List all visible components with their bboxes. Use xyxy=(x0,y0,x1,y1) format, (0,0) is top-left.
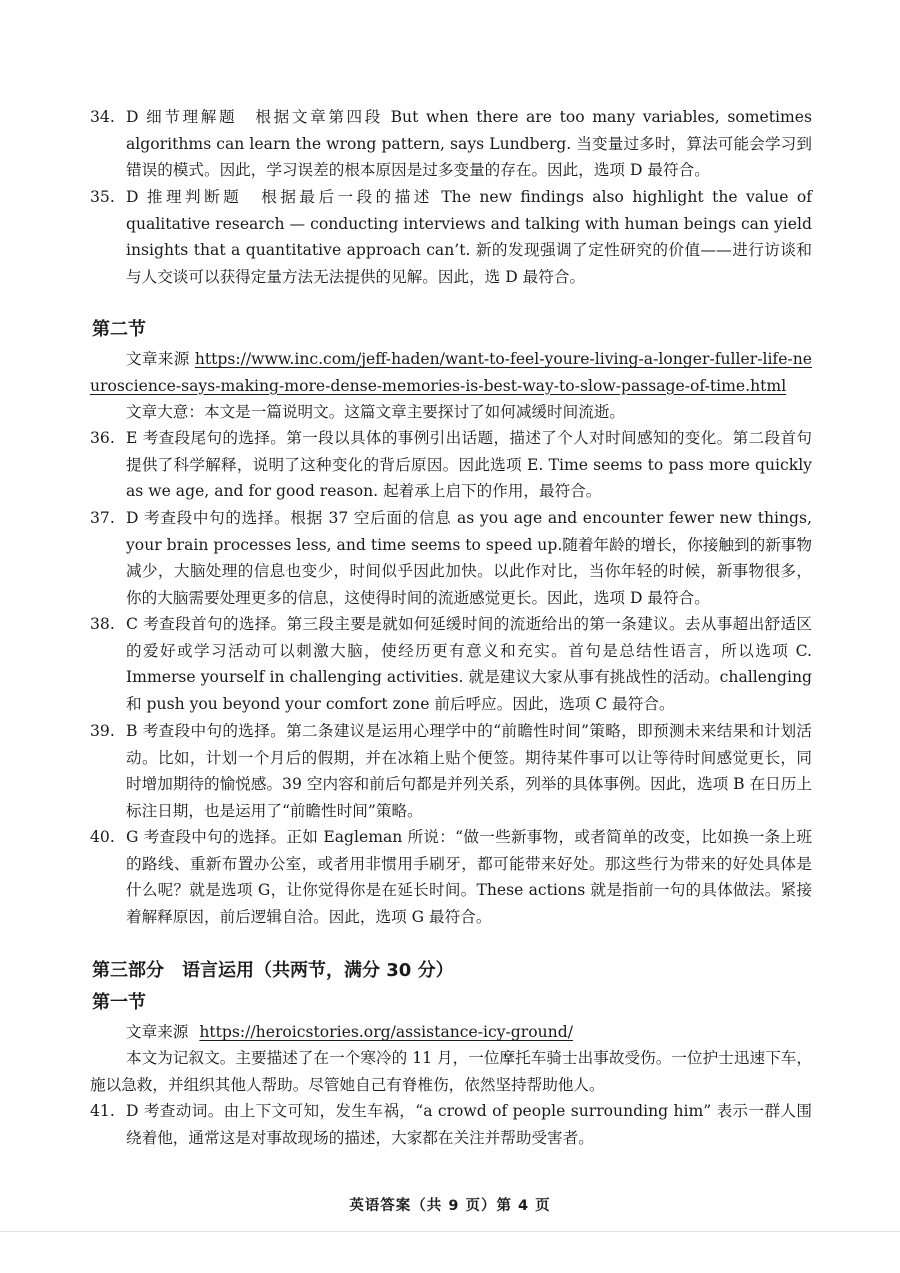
item-text: G 考查段中句的选择。正如 Eagleman 所说：“做一些新事物，或者简单的改变，比如换一条上班的路线、重新布置办公室，或者用非惯用手刷牙，都可能带来好处。那这些行为带来的好处具体是什么呢？就是选项 G，让你觉得你是在延长时间。These actions 就是指前一句的具体做法。紧接着解释原因，前后逻辑自洽。因此，选项 G 最符合。 xyxy=(126,828,812,926)
page-bottom-divider xyxy=(0,1231,900,1232)
item-number: 34. xyxy=(90,108,115,126)
section-heading: 第二节 xyxy=(92,319,146,340)
item-number: 37. xyxy=(90,509,115,527)
item-number: 40. xyxy=(90,828,115,846)
item-text: E 考查段尾句的选择。第一段以具体的事例引出话题，描述了个人对时间感知的变化。第二段首句提供了科学解释，说明了这种变化的背后原因。因此选项 E. Time seems to pass more quickly as we age, and for good reason. 起着承上启下的作用，最符合。 xyxy=(126,429,812,501)
source-link[interactable]: https://www.inc.com/jeff-haden/want-to-feel-youre-living-a-longer-fuller-life-neuroscience-says-making-more-dense-memories-is-best-way-to-slow-passage-of-time.html xyxy=(90,350,812,395)
item-text: D 考查动词。由上下文可知，发生车祸，“a crowd of people surrounding him” 表示一群人围绕着他，通常这是对事故现场的描述，大家都在关注并帮助受害者。 xyxy=(126,1102,812,1147)
item-number: 35. xyxy=(90,188,115,206)
item-number: 41. xyxy=(90,1102,115,1120)
item-text: B 考查段中句的选择。第二条建议是运用心理学中的“前瞻性时间”策略，即预测未来结果和计划活动。比如，计划一个月后的假期，并在冰箱上贴个便签。期待某件事可以让等待时间感觉更长，同时增加期待的愉悦感。39 空内容和前后句都是并列关系，列举的具体事例。因此，选项 B 在日历上标注日期，也是运用了“前瞻性时间”策略。 xyxy=(126,722,812,820)
source-label: 文章来源 xyxy=(126,350,190,368)
item-text: C 考查段首句的选择。第三段主要是就如何延缓时间的流逝给出的第一条建议。去从事超出舒适区的爱好或学习活动可以刺激大脑，使经历更有意义和充实。首句是总结性语言，所以选项 C. Immerse yourself in challenging activities. 就是建议大家从事有挑战性的活动。challenging 和 push you beyond your comfort zone 前后呼应。因此，选项 C 最符合。 xyxy=(126,615,812,713)
section-source xyxy=(90,346,812,399)
source-link[interactable]: https://heroicstories.org/assistance-icy-ground/ xyxy=(199,1023,573,1041)
source-label: 文章来源 xyxy=(126,1023,189,1041)
answer-item-36 xyxy=(90,425,812,505)
item-text: D 考查段中句的选择。根据 37 空后面的信息 as you age and encounter fewer new things, your brain processes less, and time seems to speed up.随着年龄的增长，你接触到的新事物减少，大脑处理的信息也变少，时间似乎因此加快。以此作对比，当你年轻的时候，新事物很多，你的大脑需要处理更多的信息，这使得时间的流逝感觉更长。因此，选项 D 最符合。 xyxy=(126,509,812,607)
section-summary: 本文为记叙文。主要描述了在一个寒冷的 11 月，一位摩托车骑士出事故受伤。一位护士迅速下车，施以急救，并组织其他人帮助。尽管她自己有脊椎伤，依然坚持帮助他人。 xyxy=(90,1049,812,1094)
page-footer: 英语答案（共 9 页）第 4 页 xyxy=(349,1198,551,1214)
answer-item-37 xyxy=(90,505,812,611)
answer-item-39 xyxy=(90,718,812,824)
section-heading: 第一节 xyxy=(92,992,146,1013)
answer-item-40 xyxy=(90,824,812,930)
part-heading: 第三部分 语言运用（共两节，满分 30 分） xyxy=(92,960,454,981)
item-number: 36. xyxy=(90,429,115,447)
answer-item-35 xyxy=(90,184,812,290)
item-number: 38. xyxy=(90,615,115,633)
item-number: 39. xyxy=(90,722,115,740)
section-summary: 文章大意：本文是一篇说明文。这篇文章主要探讨了如何减缓时间流逝。 xyxy=(126,403,626,421)
answer-item-38 xyxy=(90,611,812,717)
answer-item-34 xyxy=(90,104,812,184)
answer-item-41 xyxy=(90,1098,812,1151)
item-text: D 推理判断题 根据最后一段的描述 The new findings also highlight the value of qualitative research — conducting interviews and talking with human beings can yield insights that a quantitative approach can’t. 新的发现强调了定性研究的价值——进行访谈和与人交谈可以获得定量方法无法提供的见解。因此，选 D 最符合。 xyxy=(126,188,812,286)
section-source xyxy=(90,1019,812,1046)
item-text: D 细节理解题 根据文章第四段 But when there are too many variables, sometimes algorithms can learn the wrong pattern, says Lundberg. 当变量过多时，算法可能会学习到错误的模式。因此，学习误差的根本原因是过多变量的存在。因此，选项 D 最符合。 xyxy=(126,108,812,180)
